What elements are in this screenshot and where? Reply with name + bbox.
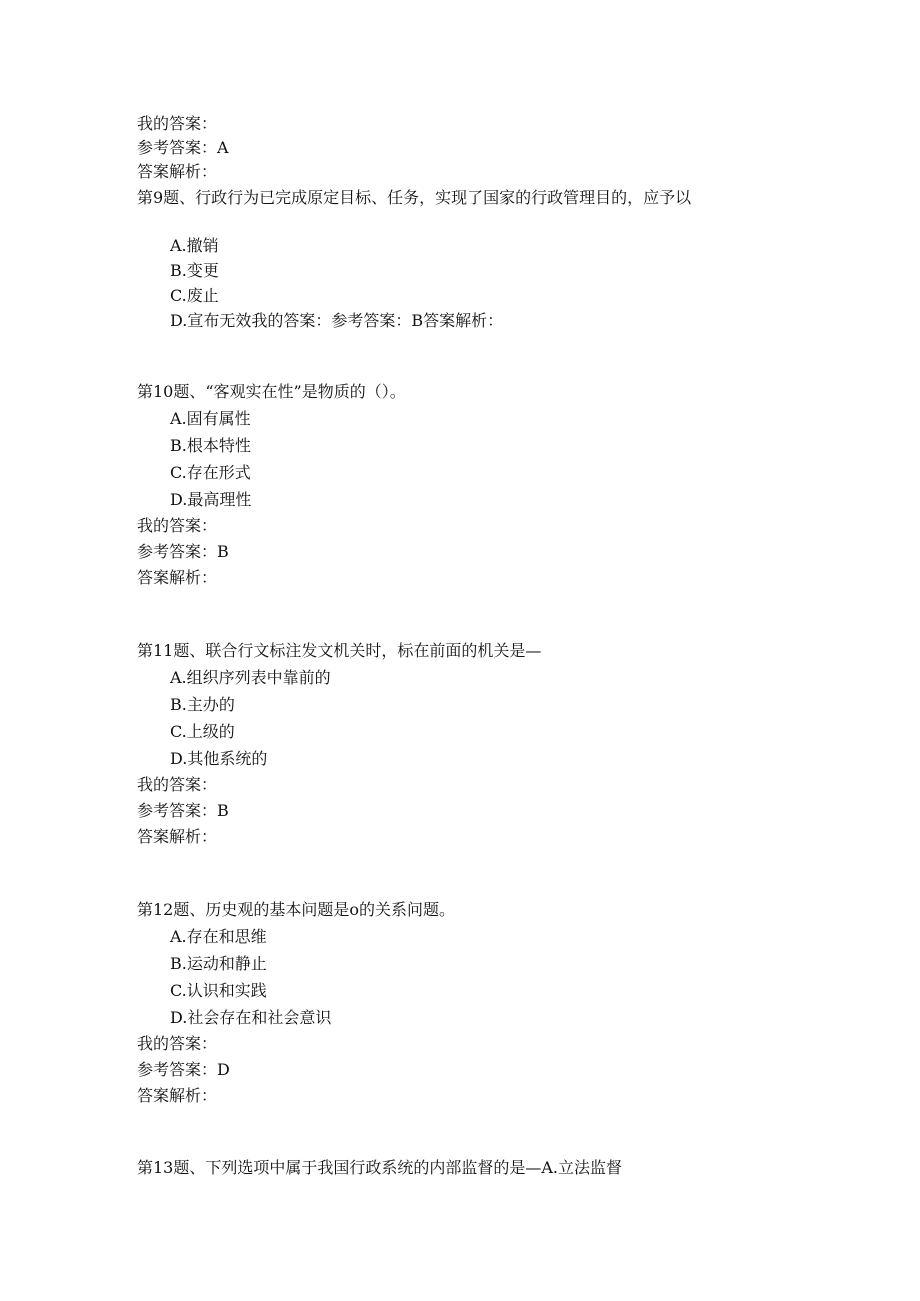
reference-answer: 参考答案：A bbox=[137, 138, 229, 157]
question-9-option-c: C.废止 bbox=[170, 286, 219, 305]
question-11-reference-answer: 参考答案：B bbox=[137, 801, 229, 820]
question-10-my-answer: 我的答案： bbox=[137, 516, 218, 535]
question-11-explanation: 答案解析： bbox=[137, 827, 218, 846]
question-10-option-b: B.根本特性 bbox=[170, 436, 251, 455]
question-10-stem: 第10题、“客观实在性”是物质的（）。 bbox=[137, 382, 406, 401]
question-11-option-b: B.主办的 bbox=[170, 695, 235, 714]
question-9-option-b: B.变更 bbox=[170, 261, 219, 280]
question-11-stem: 第11题、联合行文标注发文机关时，标在前面的机关是— bbox=[137, 641, 542, 660]
question-11-option-d: D.其他系统的 bbox=[170, 749, 268, 768]
question-12-explanation: 答案解析： bbox=[137, 1086, 218, 1105]
explanation-label: 答案解析： bbox=[137, 162, 218, 181]
question-9-option-a: A.撤销 bbox=[170, 236, 219, 255]
question-12-reference-answer: 参考答案：D bbox=[137, 1060, 230, 1079]
question-12-stem: 第12题、历史观的基本问题是o的关系问题。 bbox=[137, 900, 455, 919]
question-10-reference-answer: 参考答案：B bbox=[137, 542, 229, 561]
question-9-stem: 第9题、行政行为已完成原定目标、任务，实现了国家的行政管理目的，应予以 bbox=[137, 188, 692, 207]
question-9-option-d: D.宣布无效我的答案：参考答案：B答案解析： bbox=[170, 311, 504, 330]
question-11-my-answer: 我的答案： bbox=[137, 775, 218, 794]
question-10-option-c: C.存在形式 bbox=[170, 463, 251, 482]
question-12-option-d: D.社会存在和社会意识 bbox=[170, 1008, 332, 1027]
question-10-option-d: D.最高理性 bbox=[170, 490, 252, 509]
question-13-stem: 第13题、下列选项中属于我国行政系统的内部监督的是—A.立法监督 bbox=[137, 1158, 623, 1177]
question-12-option-c: C.认识和实践 bbox=[170, 981, 267, 1000]
question-12-option-b: B.运动和静止 bbox=[170, 954, 267, 973]
question-11-option-a: A.组织序列表中靠前的 bbox=[170, 668, 331, 687]
question-12-option-a: A.存在和思维 bbox=[170, 927, 267, 946]
question-12-my-answer: 我的答案： bbox=[137, 1034, 218, 1053]
my-answer-label: 我的答案： bbox=[137, 114, 218, 133]
question-10-explanation: 答案解析： bbox=[137, 568, 218, 587]
question-11-option-c: C.上级的 bbox=[170, 722, 235, 741]
question-10-option-a: A.固有属性 bbox=[170, 409, 251, 428]
